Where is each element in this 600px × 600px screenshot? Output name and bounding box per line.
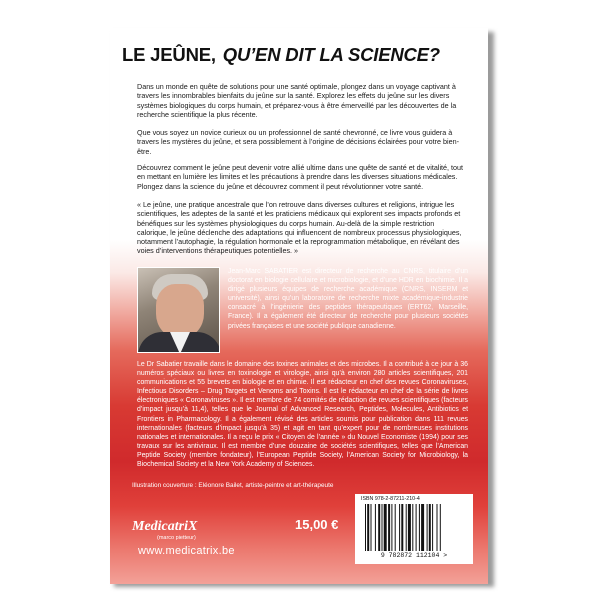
quote-paragraph: « Le jeûne, une pratique ancestrale que l’on retrouve dans diverses cultures et religions, intrigue les scientifiques, les adeptes de la santé et les praticiens médicaux qui explorent ses impacts profonds et bénéfiques sur les systèmes physiologiques du corps humain. Au-delà de la simple restriction calorique, le jeûne déclenche des adaptations qui influencent de nombreux processus physiologiques, notamment l’autophagie, la régulation hormonale et la reprogrammation métabolique, en révélant des voies d’interventions thérapeutiques potentielles. » (137, 200, 462, 256)
discover-paragraph: Découvrez comment le jeûne peut devenir votre allié ultime dans une quête de santé et de vitalité, tout en mettant en lumière les limites et les précautions à prendre dans les diverses situations médicales. Plongez dans la science du jeûne et découvrez comment il peut révolutionner votre santé. (137, 163, 464, 191)
publisher-subtitle: (marco pietteur) (157, 535, 196, 541)
barcode-number: 9 782872 112104 > (380, 552, 448, 559)
author-photo (137, 267, 220, 353)
publisher-logo: MedicatriX (132, 519, 198, 534)
book-title (122, 44, 440, 66)
barcode-area (355, 494, 473, 564)
publisher-website: www.medicatrix.be (138, 545, 235, 557)
book-back-cover (110, 28, 488, 584)
author-bio-details: Le Dr Sabatier travaille dans le domaine des toxines animales et des microbes. Il a contribué à ce jour à 36 numéros spéciaux ou livres en toxinologie et virologie, ainsi qu’à environ 280 articles scientifiques, 201 communications et 55 brevets en biologie et en chimie. Il est rédacteur en chef des revues Coronaviruses, Infectious Disorders – Drug Targets et Venoms and Toxins. Il est le rédacteur en chef de la série de livres électroniques « Coronaviruses ». Il est membre de 74 comités de rédaction de revues scientifiques (facteurs d’impact jusqu’à 11,4), telles que le Journal of Advanced Research, Peptides, Molecules, Antibiotics et Frontiers in Pharmacology. Il a également révisé des articles soumis pour publication dans 111 revues internationales (facteurs d’impact jusqu’à 35) et agit en tant qu’expert pour de nombreuses institutions nationales et internationales. Il a reçu le prix « Citoyen de l’année » du Nouvel Economiste (1994) pour ses travaux sur les antiviraux. Il est membre d’une douzaine de sociétés scientifiques, telles que l’American Peptide Society (membre fondateur), l’European Peptide Society, l’American Society for Microbiology, la Biochemical Society et la New York Academy of Sciences. (137, 361, 468, 469)
isbn-label: ISBN 978-2-87211-210-4 (361, 496, 420, 502)
illustration-credit: Illustration couverture : Eléonore Bailet, artiste-peintre et art-thérapeute (132, 482, 334, 489)
audience-paragraph: Que vous soyez un novice curieux ou un professionnel de santé chevronné, ce livre vous guidera à travers les mystères du jeûne, et sera possiblement à l’origine de décisions éclairées pour votre bien-être. (137, 128, 460, 156)
barcode-icon (365, 504, 465, 551)
title-italic: QU’EN DIT LA SCIENCE? (222, 44, 440, 65)
price-label: 15,00 € (295, 517, 339, 532)
author-bio-intro: Jean-Marc SABATIER est directeur de recherche au CNRS, titulaire d’un doctorat en biologie cellulaire et microbiologie, et d’une HDR en biochimie. Il a dirigé plusieurs équipes de recherche académique (CNRS, INSERM et université), ainsi qu’un laboratoire de recherche mixte académique-industrie consacré à l’ingénierie des peptides thérapeutiques (ERT62, Marseille, France). Il a également été directeur de recherche pour plusieurs sociétés privées françaises et une société publique canadienne. (228, 268, 468, 330)
intro-paragraph: Dans un monde en quête de solutions pour une santé optimale, plongez dans un voyage captivant à travers les innombrables bienfaits du jeûne sur la santé. Explorez les effets du jeûne sur les divers systèmes biologiques du corps humain, et préparez-vous à être émerveillé par les découvertes de la recherche scientifique la plus récente. (137, 82, 457, 119)
title-main: LE JEÛNE, (122, 44, 216, 65)
